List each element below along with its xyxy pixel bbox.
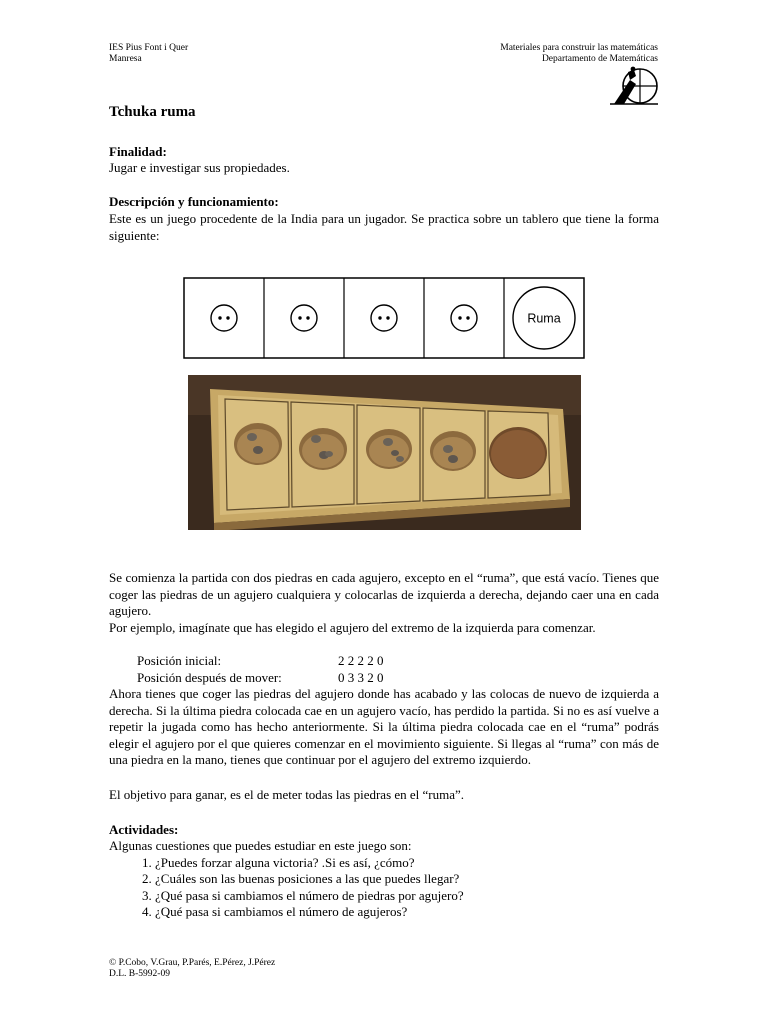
finalidad-text: Jugar e investigar sus propiedades. — [109, 160, 290, 175]
footer — [109, 958, 275, 980]
paragraph-objective: El objetivo para ganar, es el de meter todas las piedras en el “ruma”. — [109, 787, 465, 802]
descripcion-heading: Descripción y funcionamiento: — [109, 194, 279, 209]
after-move-label: Posición después de mover: — [137, 670, 282, 685]
header-right — [500, 43, 658, 65]
initial-position-label: Posición inicial: — [137, 653, 222, 668]
department-logo — [608, 66, 662, 106]
paragraph-continuation: Ahora tienes que coger las piedras del agujero donde has acabado y las colocas de nuevo de izquierda a derecha. Si la última piedra colocada cae en un agujero vacío, has perdido la partida. Si no es así vuelve a repetir la jugada como has hecho anteriormente. Si la última piedra colocada cae en el “ruma” podrás elegir el agujero por el que quieres comenzar en el movimiento siguiente. Si llegas al “ruma” con más de una piedra en la mano, tienes que continuar por el agujero del extremo izquierdo. — [109, 686, 659, 767]
paragraph-example: Por ejemplo, imagínate que has elegido el agujero del extremo de la izquierda para comenzar. — [109, 620, 596, 635]
ruma-label: Ruma — [527, 311, 561, 326]
series-title: Materiales para construir las matemáticas — [500, 43, 658, 53]
list-item: 4. ¿Qué pasa si cambiamos el número de agujeros? — [155, 904, 659, 921]
after-move-value: 0 3 3 2 0 — [338, 670, 384, 685]
list-item: 1. ¿Puedes forzar alguna victoria? .Si es así, ¿cómo? — [155, 855, 659, 872]
school-name: IES Pius Font i Quer — [109, 43, 189, 53]
document-title: Tchuka ruma — [109, 104, 196, 120]
finalidad-heading: Finalidad: — [109, 144, 167, 159]
descripcion-text: Este es un juego procedente de la India para un jugador. Se practica sobre un tablero que tiene la forma siguiente: — [109, 211, 659, 243]
header-left — [109, 43, 188, 65]
initial-position-value: 2 2 2 2 0 — [338, 653, 384, 668]
actividades-heading: Actividades: — [109, 822, 179, 837]
department-name: Departamento de Matemáticas — [541, 54, 658, 64]
board-diagram — [183, 277, 585, 359]
school-city: Manresa — [109, 54, 142, 64]
actividades-list — [109, 855, 659, 921]
paragraph-rules: Se comienza la partida con dos piedras en cada agujero, excepto en el “ruma”, que está vacío. Tienes que coger las piedras de un agujero cualquiera y colocarlas de izquierda a derecha, dejando caer una en cada agujero. — [109, 570, 659, 618]
list-item: 3. ¿Qué pasa si cambiamos el número de piedras por agujero? — [155, 888, 659, 905]
initial-position-row — [137, 653, 384, 670]
actividades-intro: Algunas cuestiones que puedes estudiar en este juego son: — [109, 838, 412, 853]
actividades-block — [109, 838, 659, 921]
legal-deposit: D.L. B-5992-09 — [109, 969, 170, 979]
list-item: 2. ¿Cuáles son las buenas posiciones a las que puedes llegar? — [155, 871, 659, 888]
copyright-line: © P.Cobo, V.Grau, P.Parés, E.Pérez, J.Pérez — [109, 958, 276, 968]
board-photo — [188, 375, 581, 530]
after-move-position-row — [137, 670, 384, 687]
